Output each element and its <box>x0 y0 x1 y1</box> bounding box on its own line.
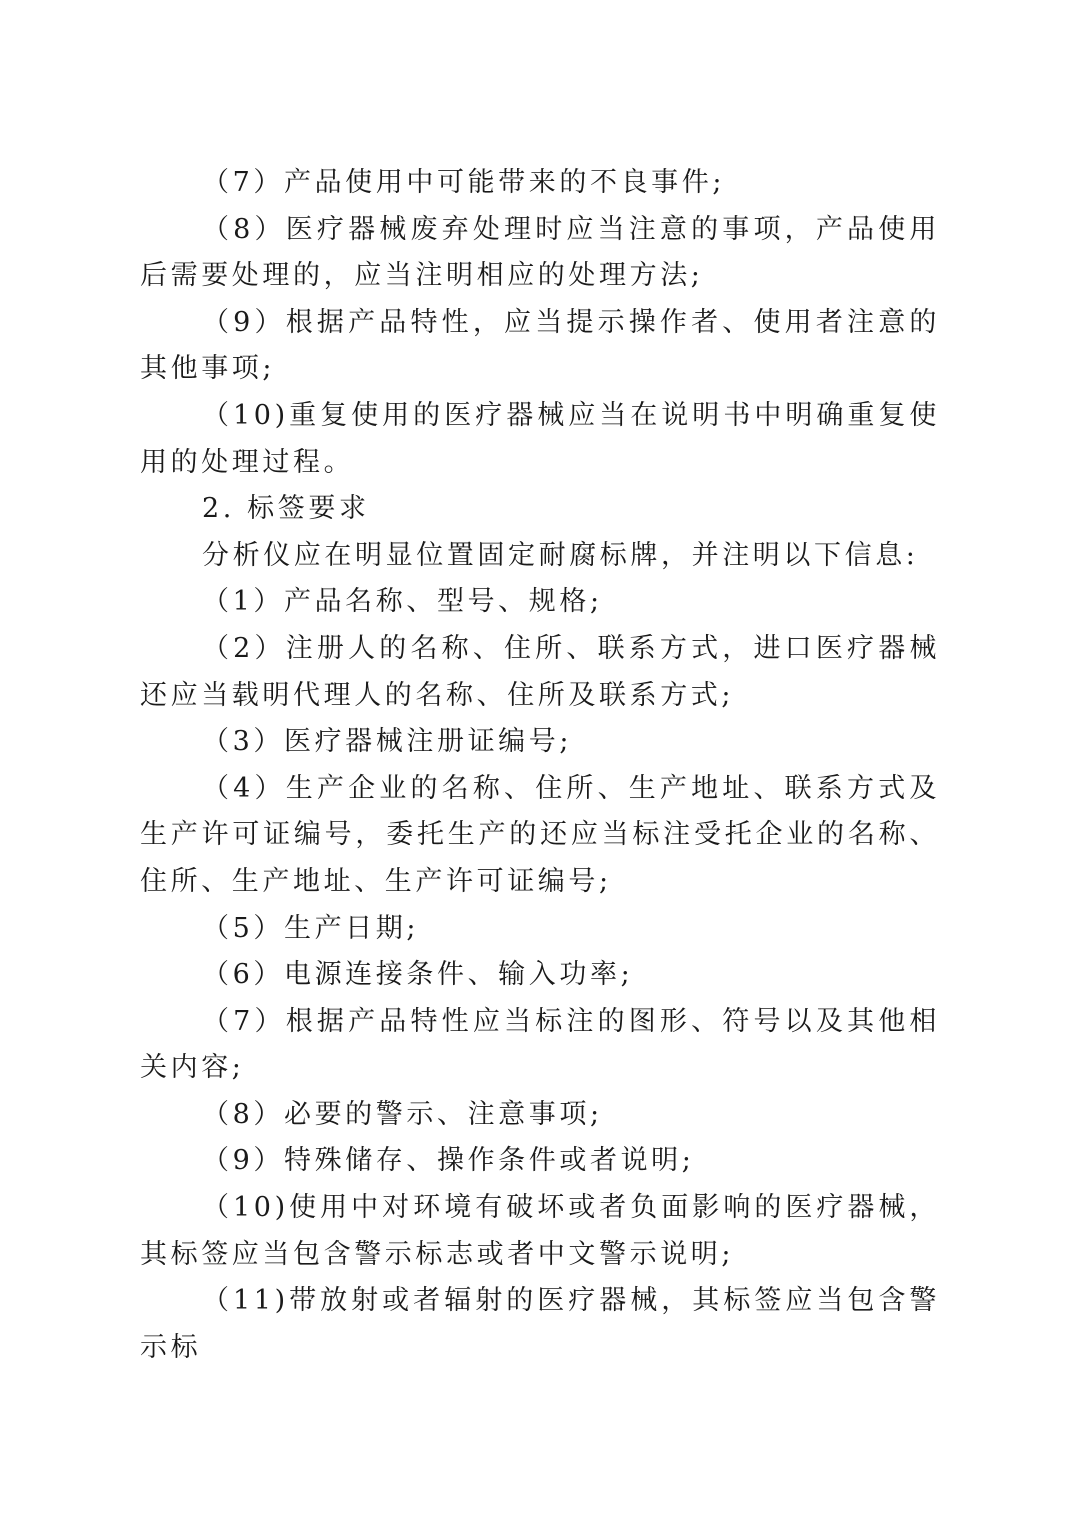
paragraph-label-item-7: （7）根据产品特性应当标注的图形、符号以及其他相关内容; <box>140 1005 940 1084</box>
paragraph-label-item-4: （4）生产企业的名称、住所、生产地址、联系方式及生产许可证编号，委托生产的还应当标注受托企业的名称、住所、生产地址、生产许可证编号; <box>140 772 940 897</box>
section-heading-label-requirements: 2. 标签要求 <box>202 493 370 525</box>
paragraph-label-item-5: （5）生产日期; <box>202 912 420 944</box>
paragraph-label-item-10: （10)使用中对环境有破坏或者负面影响的医疗器械，其标签应当包含警示标志或者中文警示说明; <box>140 1192 940 1270</box>
paragraph-label-item-6: （6）电源连接条件、输入功率; <box>202 959 634 991</box>
paragraph-item-8-disposal: （8）医疗器械废弃处理时应当注意的事项，产品使用后需要处理的，应当注明相应的处理方法; <box>140 213 940 292</box>
paragraph-label-intro: 分析仪应在明显位置固定耐腐标牌，并注明以下信息: <box>202 539 919 571</box>
paragraph-label-item-9: （9）特殊储存、操作条件或者说明; <box>202 1145 695 1177</box>
paragraph-label-item-8: （8）必要的警示、注意事项; <box>202 1098 603 1130</box>
document-body <box>140 160 940 1371</box>
paragraph-item-9-other-notes: （9）根据产品特性，应当提示操作者、使用者注意的其他事项; <box>140 306 940 385</box>
paragraph-label-item-2: （2）注册人的名称、住所、联系方式，进口医疗器械还应当载明代理人的名称、住所及联系方式; <box>140 632 940 711</box>
paragraph-label-item-11: （11)带放射或者辐射的医疗器械，其标签应当包含警示标 <box>140 1285 940 1363</box>
paragraph-label-item-1: （1）产品名称、型号、规格; <box>202 586 603 618</box>
paragraph-item-7-adverse-events: （7）产品使用中可能带来的不良事件; <box>202 167 726 198</box>
paragraph-item-10-reuse: （10)重复使用的医疗器械应当在说明书中明确重复使用的处理过程。 <box>140 399 940 478</box>
paragraph-label-item-3: （3）医疗器械注册证编号; <box>202 726 573 758</box>
